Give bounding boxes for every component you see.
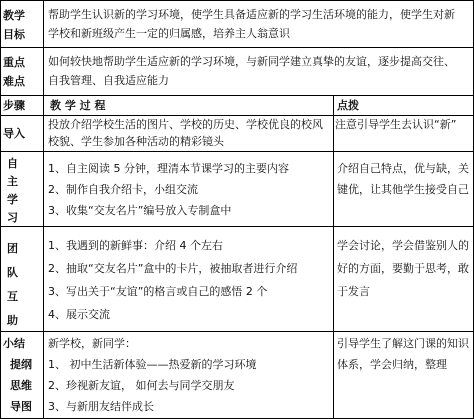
row-border [0, 95, 474, 96]
team-label: 队 [7, 266, 18, 279]
summary-label: 小结 [3, 337, 25, 350]
summary-label: 思维 [10, 379, 32, 392]
self-study-label: 自 [7, 157, 18, 170]
self-study-note: 介绍自己特点，优与缺，关 [337, 162, 469, 175]
header-process: 教 学 过 程 [50, 99, 106, 112]
self-study-item: 1、自主阅读 5 分钟，理清本节课学习的主要内容 [48, 162, 289, 175]
intro-text: 校貌、学生参加各种活动的精彩镜头 [48, 135, 224, 148]
column-border [333, 95, 334, 419]
objectives-text: 学校和新班级产生一定的归属感，培养主人翁意识 [48, 27, 290, 40]
key-points-label: 难点 [3, 75, 25, 88]
key-points-text: 自我管理、自我适应能力 [48, 74, 169, 87]
team-note: 学会讨论，学会借鉴别人的 [337, 239, 469, 252]
column-border [43, 0, 44, 419]
intro-label: 导入 [3, 127, 25, 140]
team-label: 互 [7, 290, 18, 303]
self-study-label: 主 [7, 175, 18, 188]
key-points-text: 如何较快地帮助学生适应新的学习环境，与新同学建立真挚的友谊，逐步提高交往、 [48, 55, 455, 68]
self-study-note: 键优，让其他学生接受自己 [337, 183, 469, 196]
team-item: 2、抽取“交友名片”盒中的卡片，被抽取者进行介绍 [48, 262, 298, 275]
self-study-item: 3、收集“交友名片”编号放入专制盒中 [48, 204, 232, 217]
team-note: 于发言 [337, 285, 370, 298]
intro-note: 注意引导学生去认识“新” [335, 118, 457, 131]
team-label: 助 [7, 314, 18, 327]
row-border [0, 151, 474, 152]
intro-text: 投放介绍学校生活的图片、学校的历史、学校优良的校风 [48, 118, 323, 131]
objectives-text: 帮助学生认识新的学习环境，使学生具备适应新的学习生活环境的能力，使学生对新 [48, 8, 455, 21]
row-border [0, 0, 474, 1]
summary-item: 新学校，新同学： [48, 337, 136, 350]
column-border [0, 0, 1, 419]
team-item: 1、我遇到的新鲜事：介绍 4 个左右 [48, 239, 223, 252]
summary-item: 2、珍视新友谊， 如何去与同学交朋友 [48, 379, 235, 392]
row-border [0, 331, 474, 332]
team-note: 好的方面，要勤于思考，敢 [337, 262, 469, 275]
team-item: 4、展示交流 [48, 308, 110, 321]
summary-label: 导图 [10, 400, 32, 413]
self-study-label: 学 [7, 193, 18, 206]
summary-note: 体系，学会归纳，整理 [337, 358, 447, 371]
objectives-label: 教学 [3, 9, 25, 22]
summary-item: 3、与新朋友结伴成长 [48, 400, 154, 413]
self-study-item: 2、制作自我介绍卡，小组交流 [48, 183, 198, 196]
team-label: 团 [7, 242, 18, 255]
team-item: 3、写出关于“友谊”的格言或自己的感悟 2 个 [48, 285, 268, 298]
header-notes: 点拨 [337, 99, 359, 112]
summary-note: 引导学生了解这门课的知识 [337, 337, 469, 350]
row-border [0, 226, 474, 227]
self-study-label: 习 [7, 211, 18, 224]
key-points-label: 重点 [3, 56, 25, 69]
header-steps: 步骤 [3, 99, 25, 112]
summary-item: 1、 初中生活新体验——热爱新的学习环境 [48, 358, 257, 371]
row-border [0, 47, 474, 48]
objectives-label: 目标 [3, 28, 25, 41]
summary-label: 提纲 [10, 358, 32, 371]
